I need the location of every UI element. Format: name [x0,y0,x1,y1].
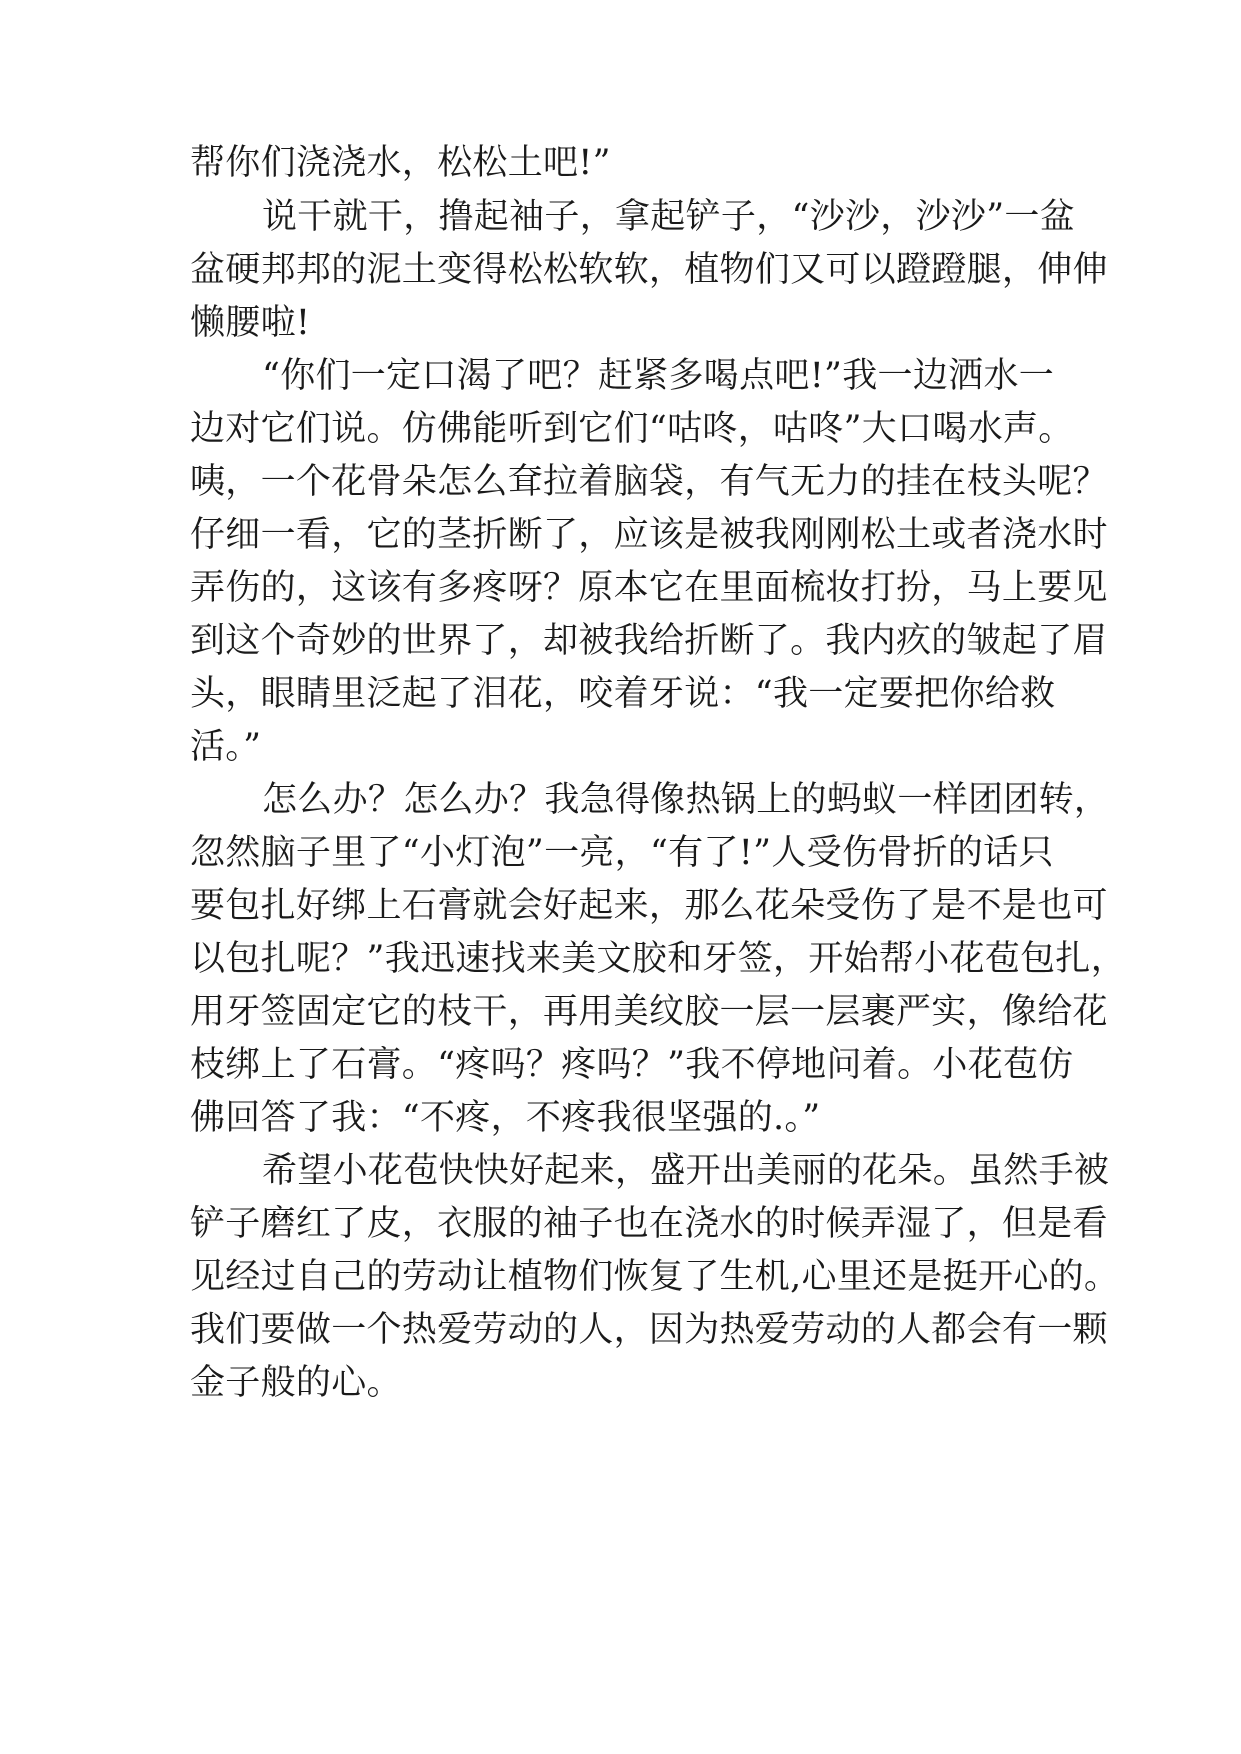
text-line: 用牙签固定它的枝干，再用美纹胶一层一层裹严实，像给花 [190,992,1108,1032]
text-line: 咦，一个花骨朵怎么耷拉着脑袋，有气无力的挂在枝头呢？ [190,462,1108,502]
text-line: 边对它们说。仿佛能听到它们“咕咚，咕咚”大口喝水声。 [190,409,1074,449]
text-line: 要包扎好绑上石膏就会好起来，那么花朵受伤了是不是也可 [190,886,1108,926]
text-line: 枝绑上了石膏。“疼吗？疼吗？”我不停地问着。小花苞仿 [190,1045,1074,1085]
text-line: 金子般的心。 [190,1363,402,1403]
text-line: 忽然脑子里了“小灯泡”一亮，“有了!”人受伤骨折的话只 [190,833,1054,873]
text-line: 到这个奇妙的世界了，却被我给折断了。我内疚的皱起了眉 [190,621,1108,661]
text-line: 我们要做一个热爱劳动的人，因为热爱劳动的人都会有一颗 [190,1310,1108,1350]
text-line: 说干就干，撸起袖子，拿起铲子，“沙沙，沙沙”一盆 [262,197,1075,237]
text-line: 盆硬邦邦的泥土变得松松软软，植物们又可以蹬蹬腿，伸伸 [190,250,1108,290]
text-line: “你们一定口渴了吧？赶紧多喝点吧!”我一边洒水一 [262,356,1055,396]
text-line: 弄伤的，这该有多疼呀？原本它在里面梳妆打扮，马上要见 [190,568,1108,608]
text-line: 见经过自己的劳动让植物们恢复了生机,心里还是挺开心的。 [190,1257,1120,1297]
text-line: 以包扎呢？”我迅速找来美文胶和牙签，开始帮小花苞包扎， [190,939,1126,979]
text-line: 希望小花苞快快好起来，盛开出美丽的花朵。虽然手被 [262,1151,1110,1191]
text-line: 铲子磨红了皮，衣服的袖子也在浇水的时候弄湿了，但是看 [190,1204,1108,1244]
text-line: 怎么办？怎么办？我急得像热锅上的蚂蚁一样团团转， [262,780,1110,820]
text-line: 头，眼睛里泛起了泪花，咬着牙说：“我一定要把你给救 [190,674,1056,714]
text-line: 活。” [190,727,262,767]
text-line: 懒腰啦! [190,303,311,343]
document-page [190,0,1126,1754]
text-line: 仔细一看，它的茎折断了，应该是被我刚刚松土或者浇水时 [190,515,1108,555]
text-line: 帮你们浇浇水，松松土吧!” [190,143,611,183]
text-line: 佛回答了我：“不疼，不疼我很坚强的.。” [190,1098,821,1138]
